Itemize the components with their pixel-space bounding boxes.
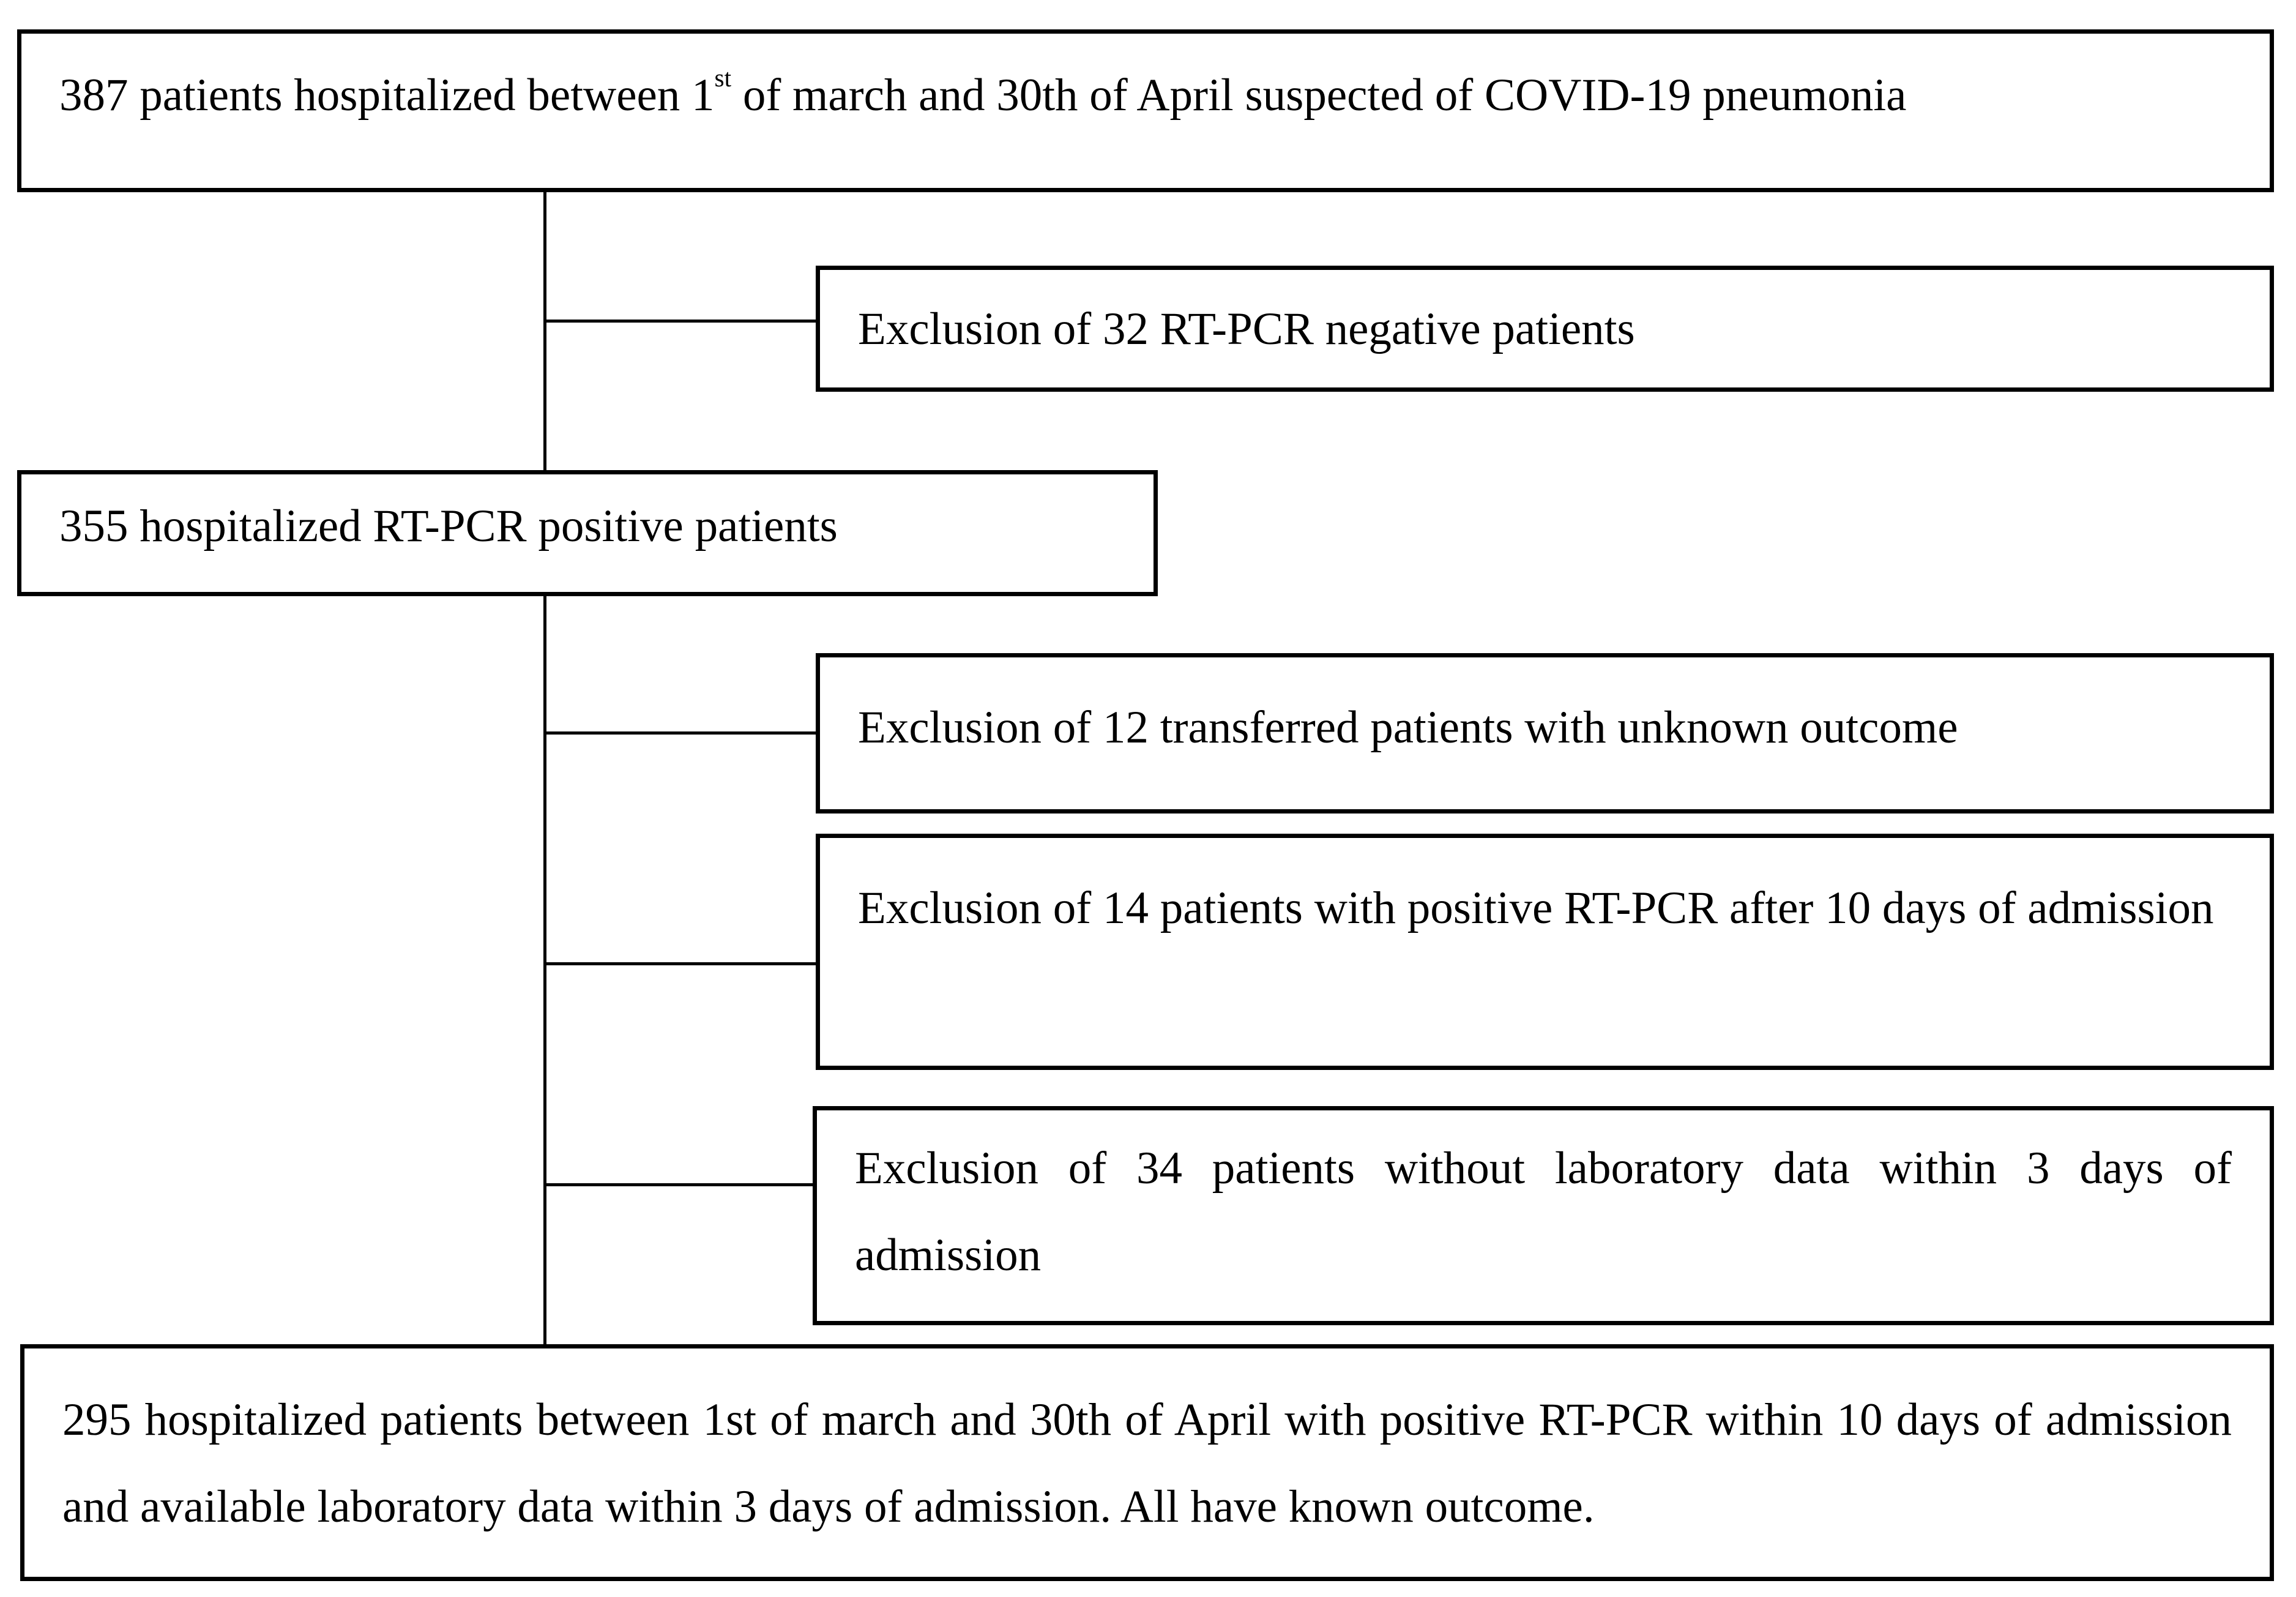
- exclusion-box-transferred: [816, 653, 2274, 813]
- exclusion-text-late-rtpcr: Exclusion of 14 patients with positive RT-PCR after 10 days of admission: [858, 883, 2214, 933]
- exclusion-text-rtpcr-negative: Exclusion of 32 RT-PCR negative patients: [858, 304, 1635, 354]
- exclusion-text-transferred: Exclusion of 12 transferred patients with unknown outcome: [858, 702, 1958, 753]
- initial-cohort-box: [17, 29, 2274, 192]
- initial-cohort-text: [59, 52, 2232, 139]
- branch-line-exclusion-1: [543, 320, 819, 323]
- rtpcr-positive-box: [17, 470, 1158, 596]
- main-trunk-line-bottom: [543, 594, 546, 1347]
- initial-cohort-text-part-2: of march and 30th of April suspected of COVID-19 pneumonia: [731, 70, 1907, 121]
- branch-line-exclusion-2: [543, 731, 819, 735]
- initial-cohort-text-part-1: 387 patients hospitalized between 1: [59, 70, 715, 121]
- rtpcr-positive-text: 355 hospitalized RT-PCR positive patients: [59, 501, 838, 552]
- final-cohort-box: [20, 1344, 2274, 1581]
- final-cohort-text: 295 hospitalized patients between 1st of march and 30th of April with positive RT-PCR within 10 days of admission and available laboratory data within 3 days of admission. All have known outcome.: [62, 1394, 2232, 1532]
- branch-line-exclusion-4: [543, 1183, 816, 1186]
- main-trunk-line-top: [543, 190, 546, 471]
- exclusion-box-late-rtpcr: [816, 834, 2274, 1070]
- exclusion-box-no-lab-data: [813, 1106, 2274, 1325]
- branch-line-exclusion-3: [543, 962, 819, 965]
- initial-cohort-superscript: st: [714, 63, 732, 92]
- exclusion-box-rtpcr-negative: [816, 266, 2274, 392]
- exclusion-text-no-lab-data: Exclusion of 34 patients without laboratory data within 3 days of admission: [855, 1143, 2232, 1281]
